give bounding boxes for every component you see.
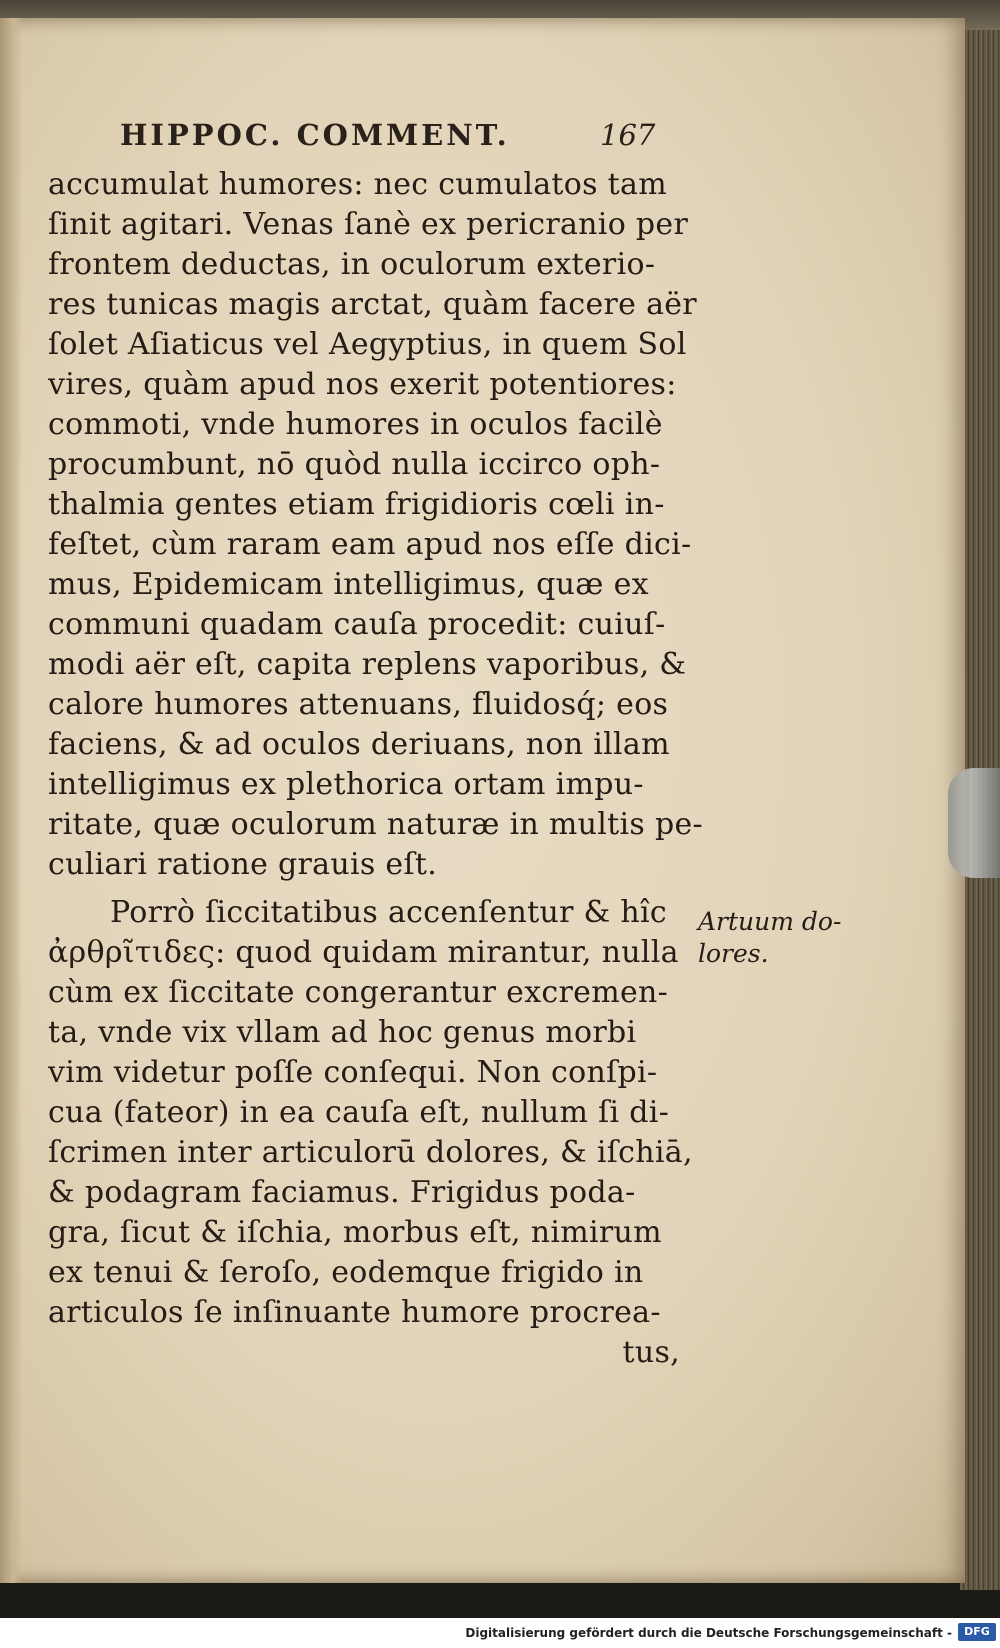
paragraph-1 xyxy=(48,165,703,885)
marginal-note-line: Artuum do- xyxy=(698,907,842,936)
text-line: mus, Epidemicam intelligimus, quæ ex xyxy=(48,567,649,602)
digitization-footer xyxy=(0,1618,1000,1648)
page-gutter xyxy=(0,18,22,1583)
text-line: procumbunt, nō quòd nulla iccirco oph- xyxy=(48,447,661,482)
marginal-note xyxy=(698,906,888,970)
text-line: ſolet Aſiaticus vel Aegyptius, in quem Sol xyxy=(48,327,687,362)
text-line: ta, vnde vix vllam ad hoc genus morbi xyxy=(48,1015,637,1050)
text-line: & podagram faciamus. Frigidus poda- xyxy=(48,1175,636,1210)
text-line: ἀρθρῖτιδες: quod quidam mirantur, nulla xyxy=(48,935,679,970)
text-line: feſtet, cùm raram eam apud nos eſſe dici- xyxy=(48,527,692,562)
page-number: 167 xyxy=(600,118,656,152)
running-head: HIPPOC. COMMENT. xyxy=(120,118,510,152)
page-header xyxy=(120,118,680,168)
text-line: commoti, vnde humores in oculos facilè xyxy=(48,407,663,442)
text-line: ſinit agitari. Venas ſanè ex pericranio per xyxy=(48,207,689,242)
text-line: thalmia gentes etiam frigidioris cœli in- xyxy=(48,487,665,522)
text-line: frontem deductas, in oculorum exterio- xyxy=(48,247,656,282)
text-line: Porrò ſiccitatibus accenſentur & hîc xyxy=(110,895,668,930)
text-line: intelligimus ex plethorica ortam impu- xyxy=(48,767,644,802)
text-line: communi quadam cauſa procedit: cuiuſ- xyxy=(48,607,666,642)
dfg-logo-icon: DFG xyxy=(958,1623,996,1641)
text-line: culiari ratione grauis eſt. xyxy=(48,847,438,882)
text-line: vires, quàm apud nos exerit potentiores: xyxy=(48,367,677,402)
text-line: ſcrimen inter articulorū dolores, & iſchiā, xyxy=(48,1135,693,1170)
main-text-block xyxy=(48,165,703,1373)
text-line: ex tenui & ſeroſo, eodemque frigido in xyxy=(48,1255,644,1290)
catchword: tus, xyxy=(622,1335,680,1370)
text-line: gra, ſicut & iſchia, morbus eſt, nimirum xyxy=(48,1215,662,1250)
funding-credit: Digitalisierung gefördert durch die Deutsche Forschungsgemeinschaft - xyxy=(465,1626,952,1640)
text-line: vim videtur poſſe conſequi. Non conſpi- xyxy=(48,1055,658,1090)
text-line: accumulat humores: nec cumulatos tam xyxy=(48,167,667,202)
marginal-note-line: lores. xyxy=(698,939,769,968)
paragraph-2 xyxy=(48,893,693,1373)
text-line: cùm ex ſiccitate congerantur excremen- xyxy=(48,975,669,1010)
text-line: res tunicas magis arctat, quàm facere aër xyxy=(48,287,697,322)
book-clasp xyxy=(948,768,1000,878)
text-line: calore humores attenuans, fluidosq́; eos xyxy=(48,687,669,722)
text-line: faciens, & ad oculos deriuans, non illam xyxy=(48,727,670,762)
text-line: modi aër eſt, capita replens vaporibus, & xyxy=(48,647,687,682)
text-line: cua (fateor) in ea cauſa eſt, nullum ſi di- xyxy=(48,1095,670,1130)
text-line: articulos ſe inſinuante humore procrea- xyxy=(48,1295,661,1330)
text-line: ritate, quæ oculorum naturæ in multis pe- xyxy=(48,807,703,842)
